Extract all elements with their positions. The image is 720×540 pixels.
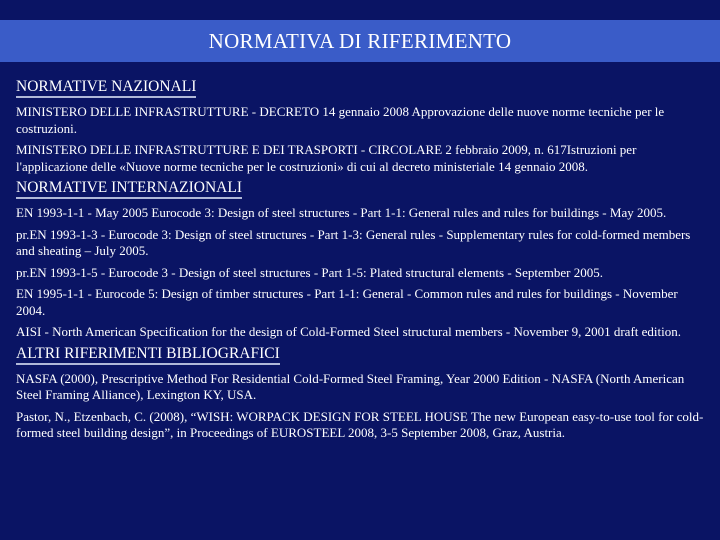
reference-entry: MINISTERO DELLE INFRASTRUTTURE - DECRETO 14 gennaio 2008 Approvazione delle nuove norme tecniche per le costruzioni.	[16, 104, 665, 136]
section-altri-riferimenti	[16, 345, 710, 442]
section-normative-internazionali	[16, 179, 710, 341]
section-heading-text: NORMATIVE NAZIONALI	[16, 78, 197, 95]
section-heading-text: NORMATIVE INTERNAZIONALI	[16, 179, 243, 196]
references-content	[16, 78, 710, 446]
reference-entry: AISI - North American Specification for the design of Cold-Formed Steel structural members - November 9, 2001 draft edition.	[16, 324, 681, 339]
page-title: NORMATIVA DI RIFERIMENTO	[208, 28, 512, 53]
reference-entry: pr.EN 1993-1-5 - Eurocode 3 - Design of steel structures - Part 1-5: Plated structural elements - September 2005.	[16, 264, 604, 280]
section-heading	[16, 345, 280, 365]
reference-entry: EN 1993-1-1 - May 2005 Eurocode 3: Design of steel structures - Part 1-1: General rules and rules for buildings - May 2005.	[16, 205, 667, 220]
section-heading	[16, 179, 242, 199]
heading-underline	[16, 96, 196, 98]
reference-entry: pr.EN 1993-1-3 - Eurocode 3: Design of steel structures - Part 1-3: General rules - Supplementary rules for cold-formed members and sheating – July 2005.	[16, 226, 691, 258]
reference-entry: EN 1995-1-1 - Eurocode 5: Design of timber structures - Part 1-1: General - Common rules and rules for buildings - November 2004.	[16, 286, 678, 318]
heading-underline	[16, 363, 280, 365]
heading-underline	[16, 197, 242, 199]
reference-entry: Pastor, N., Etzenbach, C. (2008), “WISH: WORPACK DESIGN FOR STEEL HOUSE The new European easy-to-use tool for cold-formed steel building design”, in Proceedings of EUROSTEEL 2008, 3-5 September 2008, Graz, Austria.	[16, 408, 704, 440]
title-bar	[0, 20, 720, 62]
section-heading-text: ALTRI RIFERIMENTI BIBLIOGRAFICI	[16, 344, 280, 362]
section-heading	[16, 78, 196, 98]
reference-entry: MINISTERO DELLE INFRASTRUTTURE E DEI TRASPORTI - CIRCOLARE 2 febbraio 2009, n. 617Istruzioni per l'applicazione delle «Nuove norme tecniche per le costruzioni» di cui al decreto ministeriale 14 gennaio 2008.	[16, 142, 637, 174]
section-normative-nazionali	[16, 78, 710, 175]
reference-entry: NASFA (2000), Prescriptive Method For Residential Cold-Formed Steel Framing, Year 2000 Edition - NASFA (North American Steel Framing Alliance), Lexington KY, USA.	[16, 370, 685, 402]
